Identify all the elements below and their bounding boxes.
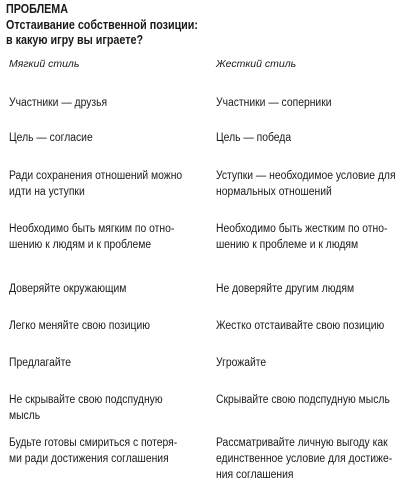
row-9-soft: [9, 435, 177, 467]
text-line: мысль: [9, 410, 41, 422]
row-5-soft: [9, 281, 126, 297]
text-line: Будьте готовы смириться с потеря-: [9, 437, 178, 449]
text-line: нормальных отношений: [216, 186, 332, 198]
text-line: ния соглашения: [216, 469, 294, 481]
row-1-hard: [216, 95, 332, 111]
text-line: шению к проблеме и к людям: [216, 239, 359, 251]
text-line: Цель — согласие: [9, 132, 93, 144]
text-line: Легко меняйте свою позицию: [9, 320, 151, 332]
text-line: Не скрывайте свою подспудную: [9, 394, 163, 406]
row-9-hard: [216, 435, 392, 483]
row-1-soft: [9, 95, 107, 111]
row-2-hard: [216, 130, 291, 146]
row-8-soft: [9, 392, 163, 424]
column-header-hard: Жесткий стиль: [216, 58, 297, 70]
row-6-hard: [216, 318, 384, 334]
document-header: [6, 2, 359, 49]
text-line: Рассматривайте личную выгоду как: [216, 437, 388, 449]
row-8-hard: [216, 392, 390, 408]
row-6-soft: [9, 318, 150, 334]
text-line: Не доверяйте другим людям: [216, 283, 355, 295]
text-line: Необходимо быть жестким по отно-: [216, 223, 388, 235]
text-line: идти на уступки: [9, 186, 85, 198]
text-line: Угрожайте: [216, 357, 267, 369]
row-3-soft: [9, 168, 182, 200]
title-line-2: в какую игру вы играете?: [6, 33, 144, 47]
row-5-hard: [216, 281, 354, 297]
column-header-soft: Мягкий стиль: [9, 58, 80, 70]
text-line: единственное условие для достиже-: [216, 453, 393, 465]
text-line: Ради сохранения отношений можно: [9, 170, 183, 182]
text-line: ми ради достижения соглашения: [9, 453, 169, 465]
row-7-hard: [216, 355, 266, 371]
text-line: Участники — друзья: [9, 97, 108, 109]
row-4-hard: [216, 221, 387, 253]
text-line: Предлагайте: [9, 357, 72, 369]
text-line: Необходимо быть мягким по отно-: [9, 223, 175, 235]
text-line: Уступки — необходимое условие для: [216, 170, 396, 182]
row-4-soft: [9, 221, 174, 253]
text-line: Цель — победа: [216, 132, 292, 144]
text-line: Жестко отстаивайте свою позицию: [216, 320, 385, 332]
text-line: Доверяйте окружающим: [9, 283, 127, 295]
row-7-soft: [9, 355, 71, 371]
text-line: Скрывайте свою подспудную мысль: [216, 394, 390, 406]
row-3-hard: [216, 168, 396, 200]
text-line: шению к людям и к проблеме: [9, 239, 152, 251]
text-line: Участники — соперники: [216, 97, 332, 109]
row-2-soft: [9, 130, 93, 146]
section-label: ПРОБЛЕМА: [6, 2, 69, 16]
title-line-1: Отстаивание собственной позиции:: [6, 17, 198, 32]
